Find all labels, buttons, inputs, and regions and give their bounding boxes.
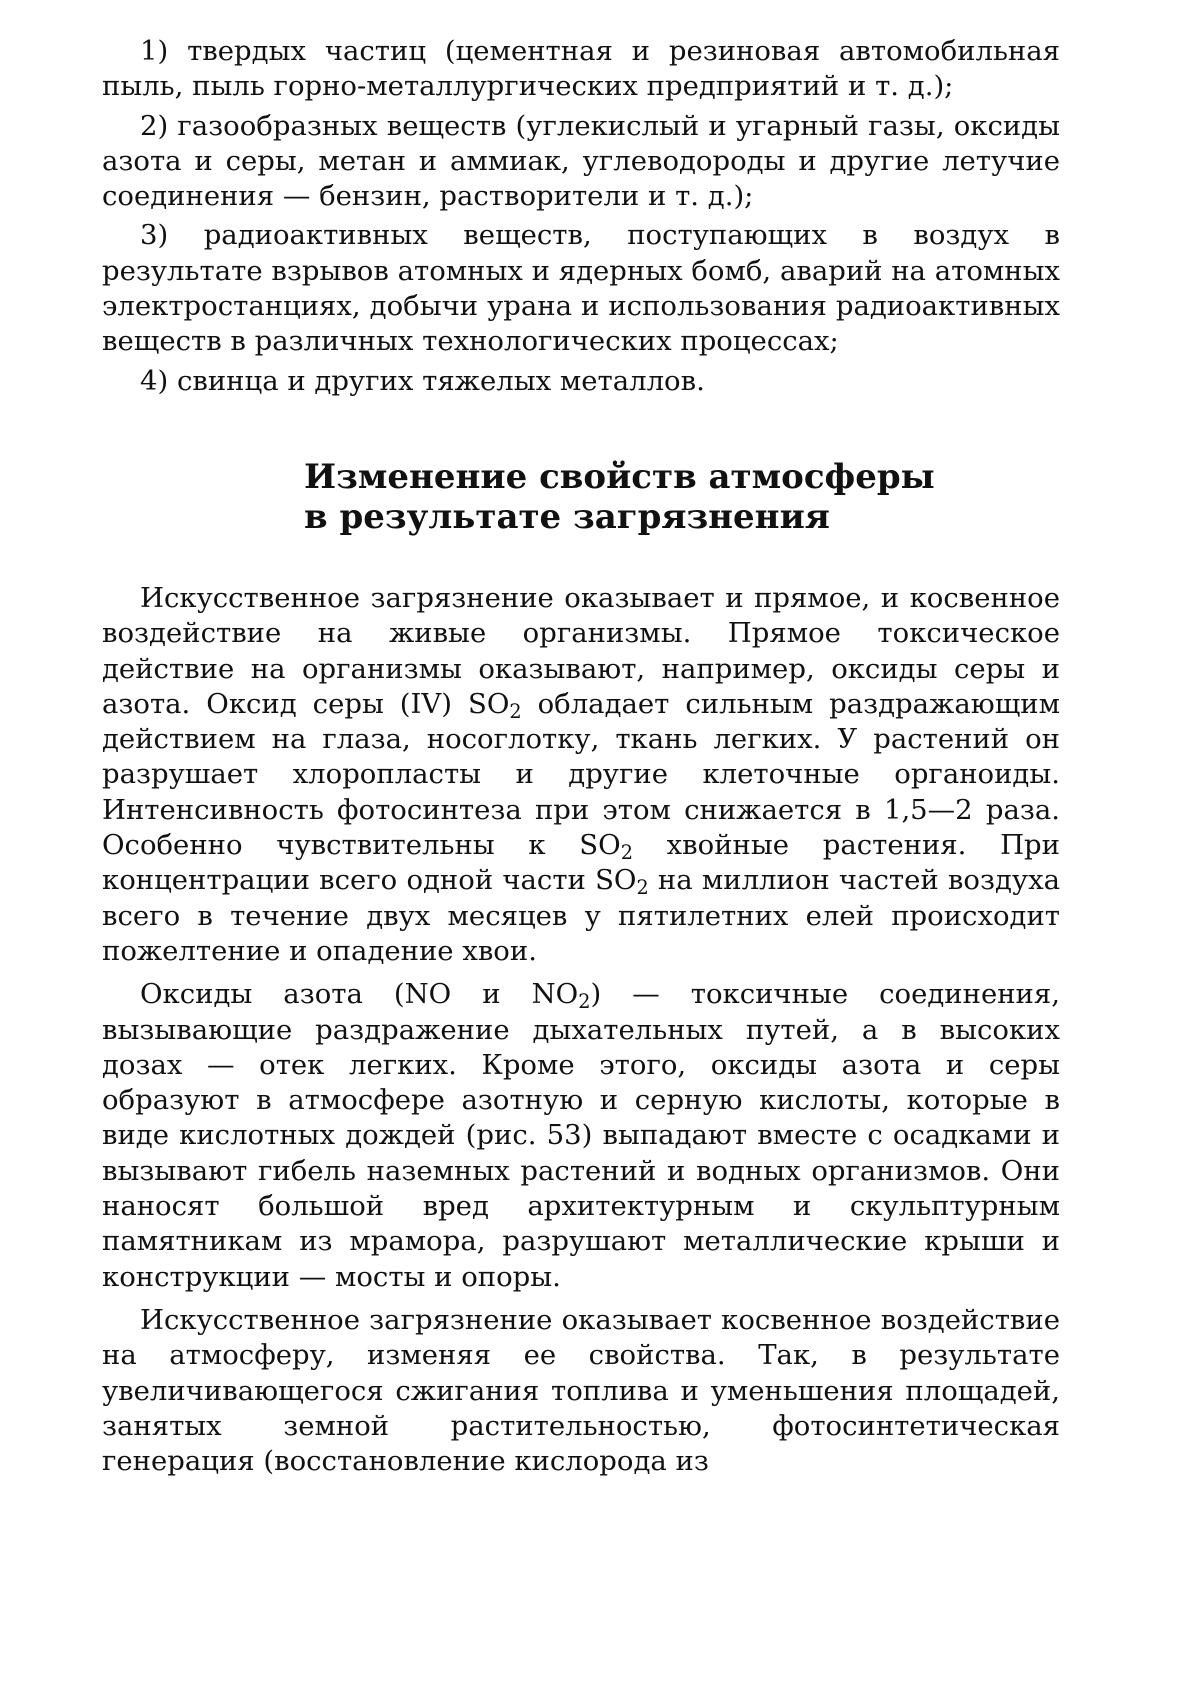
list-item: 1) твердых частиц (цементная и резиновая автомобильная пыль, пыль горно-металлургических предприятий и т. д.); xyxy=(102,35,1060,103)
textbook-page xyxy=(102,34,1060,1479)
text-run: Искусственное загрязнение оказывает и прямое, и косвенное воздействие на живые организмы. Прямое токсическое действие на организмы оказывают, например, оксиды серы и азота. Оксид серы (IV) SO xyxy=(102,581,1060,720)
paragraph-nitrogen-oxides xyxy=(102,977,1060,1295)
pollutant-list xyxy=(102,34,1060,399)
subscript: 2 xyxy=(620,840,633,864)
subscript: 2 xyxy=(509,699,522,723)
section-heading-line-2: в результате загрязнения xyxy=(304,496,830,537)
text-run: хвойные растения. При концентрации всего одной части SO xyxy=(102,829,1060,897)
text-run: на миллион частей воздуха всего в течение двух месяцев у пятилетних елей происходит пожелтение и опадение хвои. xyxy=(102,864,1060,967)
section-heading xyxy=(304,457,1060,537)
text-run: Оксиды азота (NO и NO xyxy=(140,978,579,1011)
section-heading-line-1: Изменение свойств атмосферы xyxy=(304,456,935,497)
text-run: ) — токсичные соединения, вызывающие раздражение дыхательных путей, а в высоких дозах — отек легких. Кроме этого, оксиды азота и серы образуют в атмосфере азотную и серную кислоты, которые в виде кислотных дождей (рис. 53) выпадают вместе с осадками и вызывают гибель наземных растений и водных организмов. Они наносят большой вред архитектурным и скульптурным памятникам из мрамора, разрушают металлические крыши и конструкции — мосты и опоры. xyxy=(102,978,1060,1293)
subscript: 2 xyxy=(578,990,591,1014)
list-item: 4) свинца и других тяжелых металлов. xyxy=(140,364,705,397)
paragraph-direct-effects xyxy=(102,581,1060,969)
paragraph-indirect-effects: Искусственное загрязнение оказывает косвенное воздействие на атмосферу, изменяя ее свойства. Так, в результате увеличивающегося сжигания топлива и уменьшения площадей, занятых земной растительностью, фотосинтетическая генерация (восстановление кислорода из xyxy=(102,1303,1060,1478)
list-item: 2) газообразных веществ (углекислый и угарный газы, оксиды азота и серы, метан и аммиак, углеводороды и другие летучие соединения — бензин, растворители и т. д.); xyxy=(102,109,1060,213)
list-item: 3) радиоактивных веществ, поступающих в воздух в результате взрывов атомных и ядерных бомб, аварий на атомных электростанциях, добычи урана и использования радиоактивных веществ в различных технологических процессах; xyxy=(102,219,1060,358)
subscript: 2 xyxy=(636,876,649,900)
text-run: обладает сильным раздражающим действием на глаза, носоглотку, ткань легких. У растений он разрушает хлоропласты и другие клеточные органоиды. Интенсивность фотосинтеза при этом снижается в 1,5—2 раза. Особенно чувствительны к SO xyxy=(102,687,1060,862)
